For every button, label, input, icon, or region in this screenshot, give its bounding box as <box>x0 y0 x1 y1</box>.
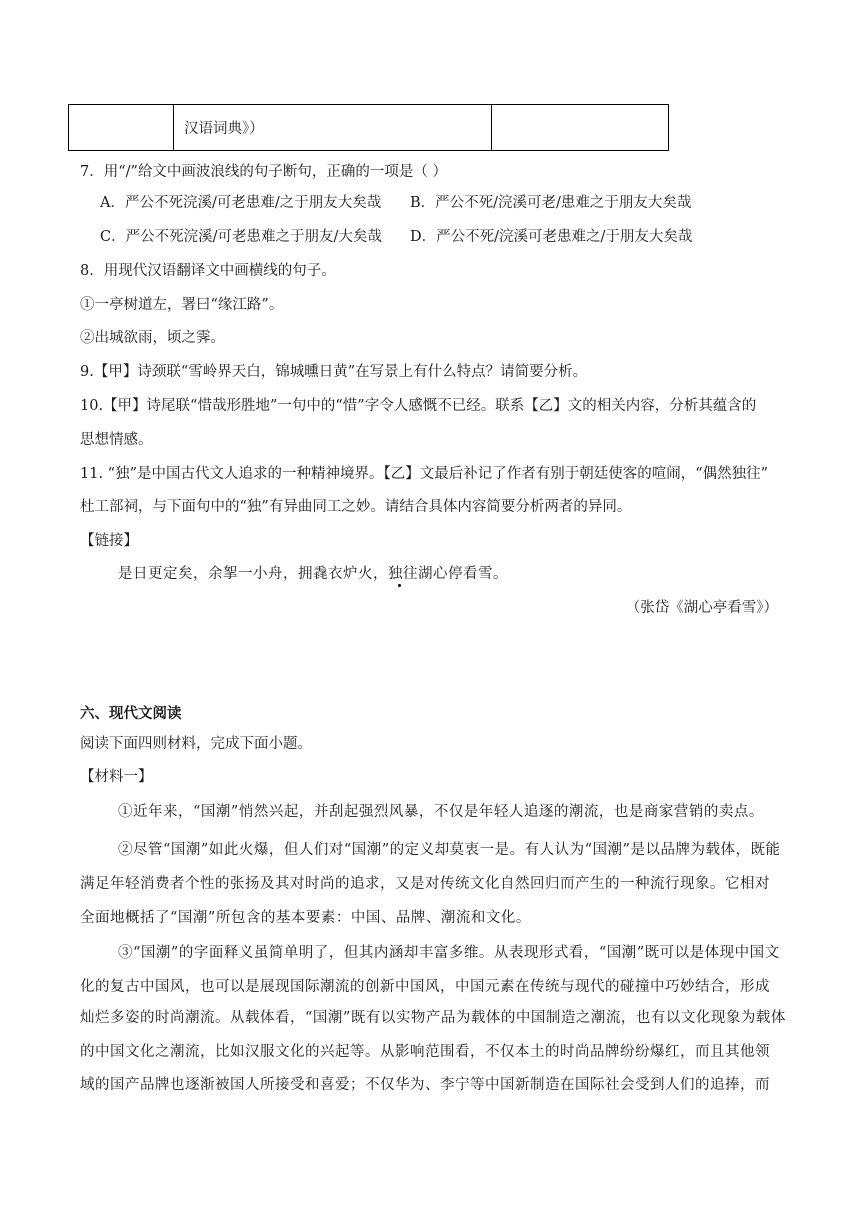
paragraph-2-line-3: 全面地概括了“国潮”所包含的基本要素：中国、品牌、潮流和文化。 <box>80 910 531 926</box>
section-heading: 六、现代文阅读 <box>80 705 182 722</box>
link-label: 【链接】 <box>80 533 138 549</box>
question-7-option-c[interactable]: C．严公不死浣溪/可老患难之于朋友/大矣哉 <box>100 229 382 245</box>
question-11-line-2: 杜工部祠，与下面句中的“独”有异曲同工之妙。请结合具体内容简要分析两者的异同。 <box>80 499 632 515</box>
question-7-option-d[interactable]: D．严公不死/浣溪可老患难之/于朋友大矣哉 <box>410 229 693 245</box>
paragraph-3-line-4: 的中国文化之潮流，比如汉服文化的兴起等。从影响范围看，不仅本土的时尚品牌纷纷爆红，而且其他领 <box>80 1044 770 1060</box>
question-8-sentence-2: ②出城欲雨，顷之霁。 <box>80 330 225 346</box>
link-source: （张岱《湖心亭看雪》） <box>625 600 778 616</box>
table-cell <box>69 105 174 151</box>
question-7-option-a[interactable]: A．严公不死浣溪/可老患难/之于朋友大矣哉 <box>100 195 382 211</box>
link-quote: 是日更定矣，余挐一小舟，拥毳衣炉火，独往湖心停看雪。 <box>118 566 508 582</box>
question-10-line-1: 10.【甲】诗尾联“惜哉形胜地”一句中的“惜”字令人感慨不已经。联系【乙】文的相关内容，分析其蕴含的 <box>80 398 757 414</box>
question-11-line-1: 11. “独”是中国古代文人追求的一种精神境界。【乙】文最后补记了作者有别于朝廷使客的喧闹，“偶然独往” <box>80 466 769 482</box>
section-intro: 阅读下面四则材料，完成下面小题。 <box>80 736 312 752</box>
answer-table <box>68 104 669 151</box>
question-8-sentence-1: ①一亭树道左，署曰“缘江路”。 <box>80 297 284 313</box>
question-7-stem: 7．用“/”给文中画波浪线的句子断句，正确的一项是（ ） <box>80 164 448 180</box>
paragraph-3-line-2: 化的复古中国风，也可以是展现国际潮流的创新中国风，中国元素在传统与现代的碰撞中巧妙结合，形成 <box>80 979 770 995</box>
paragraph-3-line-1: ③“国潮”的字面释义虽简单明了，但其内涵却丰富多维。从表现形式看，“国潮”既可以是体现中国文 <box>118 945 780 961</box>
paragraph-2-line-1: ②尽管“国潮”如此火爆，但人们对“国潮”的定义却莫衷一是。有人认为“国潮”是以品牌为载体，既能 <box>118 842 781 858</box>
material-1-label: 【材料一】 <box>80 769 153 785</box>
paragraph-3-line-3: 灿烂多姿的时尚潮流。从载体看，“国潮”既有以实物产品为载体的中国制造之潮流，也有以文化现象为载体 <box>80 1010 786 1026</box>
question-8-stem: 8．用现代汉语翻译文中画横线的句子。 <box>80 263 336 279</box>
paragraph-2-line-2: 满足年轻消费者个性的张扬及其对时尚的追求，又是对传统文化自然回归而产生的一种流行现象。它相对 <box>80 876 770 892</box>
question-10-line-2: 思想情感。 <box>80 432 153 448</box>
table-cell <box>492 105 669 151</box>
question-7-option-b[interactable]: B．严公不死/浣溪可老/患难之于朋友大矣哉 <box>410 195 692 211</box>
table-cell: 汉语词典》） <box>174 105 492 151</box>
paragraph-3-line-5: 域的国产品牌也逐渐被国人所接受和喜爱；不仅华为、李宁等中国新制造在国际社会受到人们的追捧，而 <box>80 1077 770 1093</box>
question-9: 9.【甲】诗颈联“雪岭界天白，锦城曛日黄”在写景上有什么特点？请简要分析。 <box>80 364 588 380</box>
emphasis-dot <box>398 584 401 587</box>
paragraph-1: ①近年来，“国潮”悄然兴起，并刮起强烈风暴，不仅是年轻人追逐的潮流，也是商家营销的卖点。 <box>118 804 764 820</box>
table-row <box>69 105 669 151</box>
